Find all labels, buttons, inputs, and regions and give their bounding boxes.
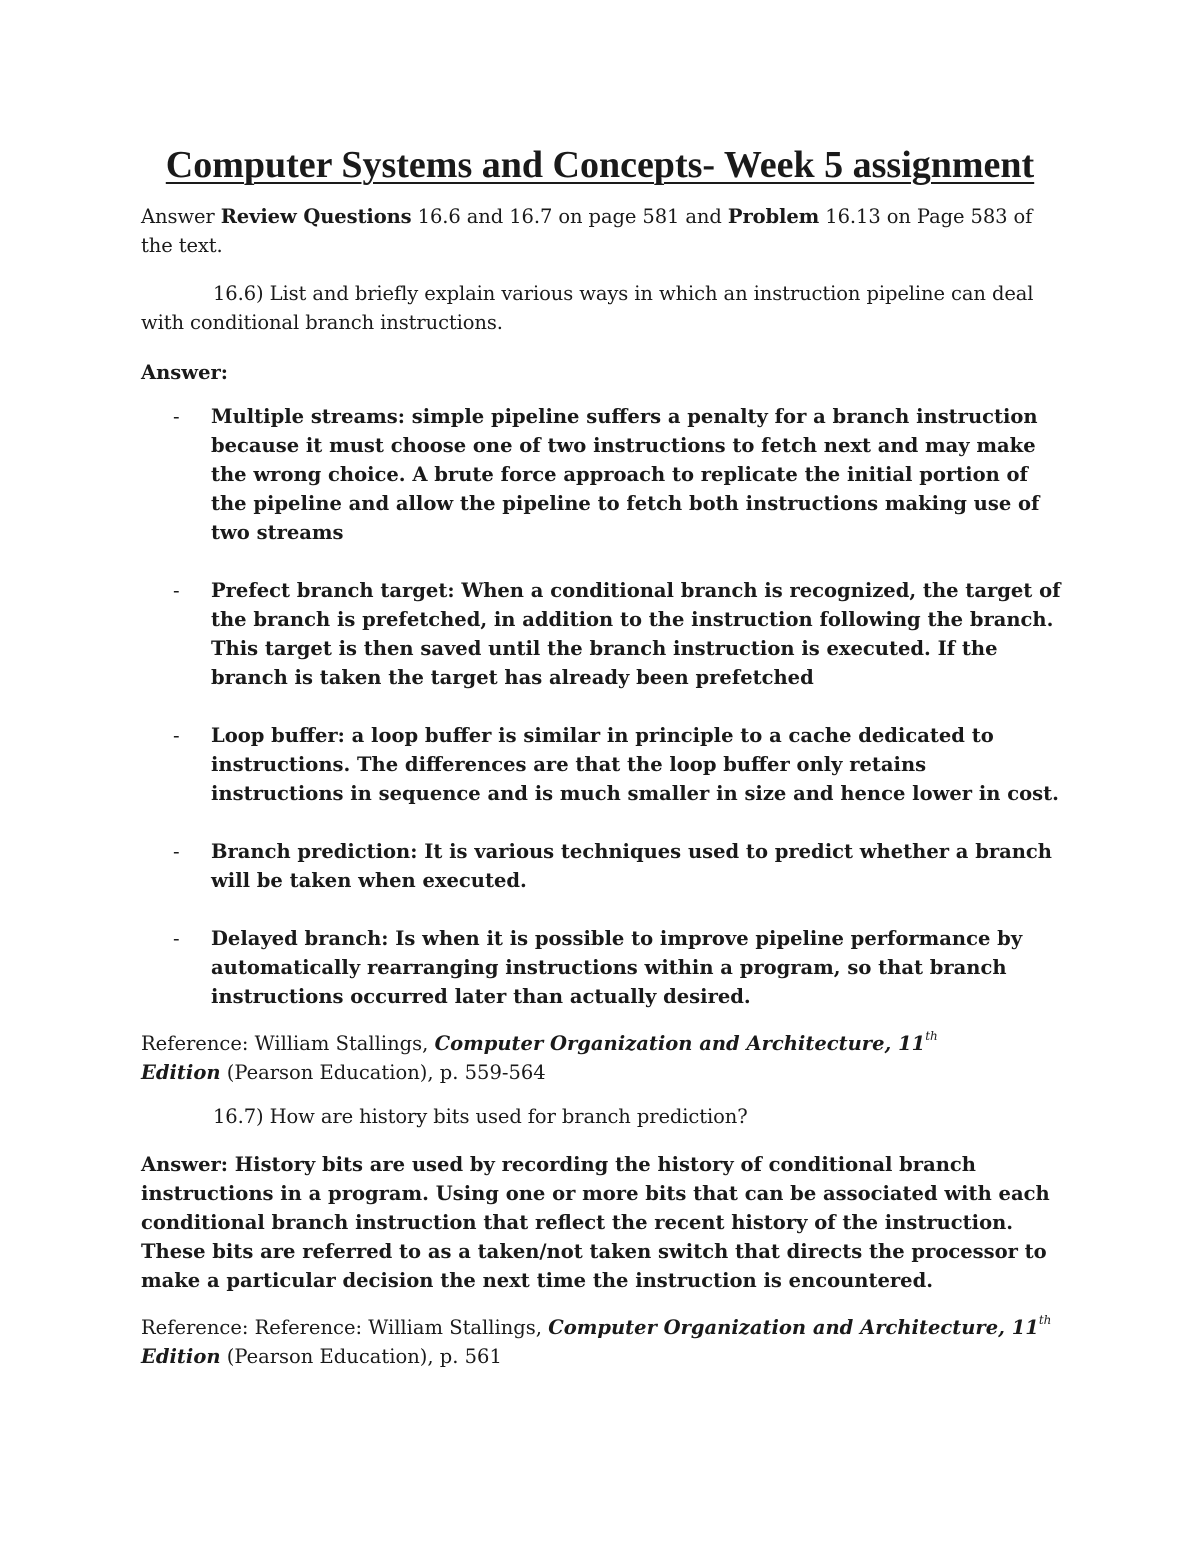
- reference-prefix: Reference: Reference: William Stallings,: [141, 1316, 549, 1339]
- reference-prefix: Reference: William Stallings,: [141, 1032, 435, 1055]
- intro-bold-review-questions: Review Questions: [220, 205, 412, 228]
- answer-bullet-list: [141, 402, 1061, 1011]
- bullet-text: Prefect branch target: When a conditional branch is recognized, the target of the branch is prefetched, in addition to the instruction following the branch. This target is then saved until the branch instruction is executed. If the branch is taken the target has already been prefetched: [211, 579, 1061, 689]
- bullet-multiple-streams: [141, 402, 1061, 547]
- bullet-text: Multiple streams: simple pipeline suffers a penalty for a branch instruction because it must choose one of two instructions to fetch next and may make the wrong choice. A brute force approach to replicate the initial portion of the pipeline and allow the pipeline to fetch both instructions making use of two streams: [211, 405, 1040, 544]
- question-16-6: 16.6) List and briefly explain various ways in which an instruction pipeline can deal with conditional branch instructions.: [141, 282, 1034, 334]
- bullet-text: Loop buffer: a loop buffer is similar in principle to a cache dedicated to instructions. The differences are that the loop buffer only retains instructions in sequence and is much smaller in size and hence lower in cost.: [211, 724, 1059, 805]
- bullet-delayed-branch: [141, 924, 1061, 1011]
- reference-book-title: Computer Organization and Architecture, 11: [434, 1032, 926, 1055]
- bullet-dash: -: [173, 840, 180, 863]
- bullet-dash: -: [173, 927, 180, 950]
- reference-book-title: Computer Organization and Architecture, 11: [548, 1316, 1039, 1339]
- intro-text-1: Answer: [141, 205, 221, 228]
- document-title: Computer Systems and Concepts- Week 5 assignment: [165, 144, 1035, 186]
- answer-16-7: Answer: History bits are used by recording the history of conditional branch instructions in a program. Using one or more bits that can be associated with each conditional branch instruction that reflect the recent history of the instruction. These bits are referred to as a taken/not taken switch that directs the processor to make a particular decision the next time the instruction is encountered.: [141, 1153, 1050, 1292]
- bullet-dash: -: [173, 724, 180, 747]
- reference-superscript: th: [925, 1029, 938, 1043]
- reference-16-7: [141, 1313, 1061, 1371]
- reference-suffix: (Pearson Education), p. 561: [220, 1345, 502, 1368]
- reference-superscript: th: [1038, 1313, 1052, 1327]
- reference-edition: Edition: [141, 1061, 221, 1084]
- bullet-text: Delayed branch: Is when it is possible to improve pipeline performance by automatically rearranging instructions within a program, so that branch instructions occurred later than actually desired.: [211, 927, 1023, 1008]
- bullet-prefect-branch-target: [141, 576, 1061, 692]
- intro-text-3: 16.13 on Page 583 of the text.: [141, 205, 1033, 257]
- bullet-text: Branch prediction: It is various techniques used to predict whether a branch will be taken when executed.: [211, 840, 1052, 892]
- bullet-dash: -: [173, 405, 180, 428]
- answer-label: Answer:: [141, 361, 228, 384]
- reference-edition: Edition: [141, 1345, 221, 1368]
- reference-16-6: [141, 1029, 1061, 1087]
- intro-text-2: 16.6 and 16.7 on page 581 and: [411, 205, 728, 228]
- reference-suffix: (Pearson Education), p. 559-564: [220, 1061, 546, 1084]
- bullet-branch-prediction: [141, 837, 1061, 895]
- intro-bold-problem: Problem: [727, 205, 820, 228]
- bullet-dash: -: [173, 579, 180, 602]
- bullet-loop-buffer: [141, 721, 1061, 808]
- intro-paragraph: [141, 202, 1061, 260]
- question-16-7: 16.7) How are history bits used for branch prediction?: [213, 1105, 748, 1128]
